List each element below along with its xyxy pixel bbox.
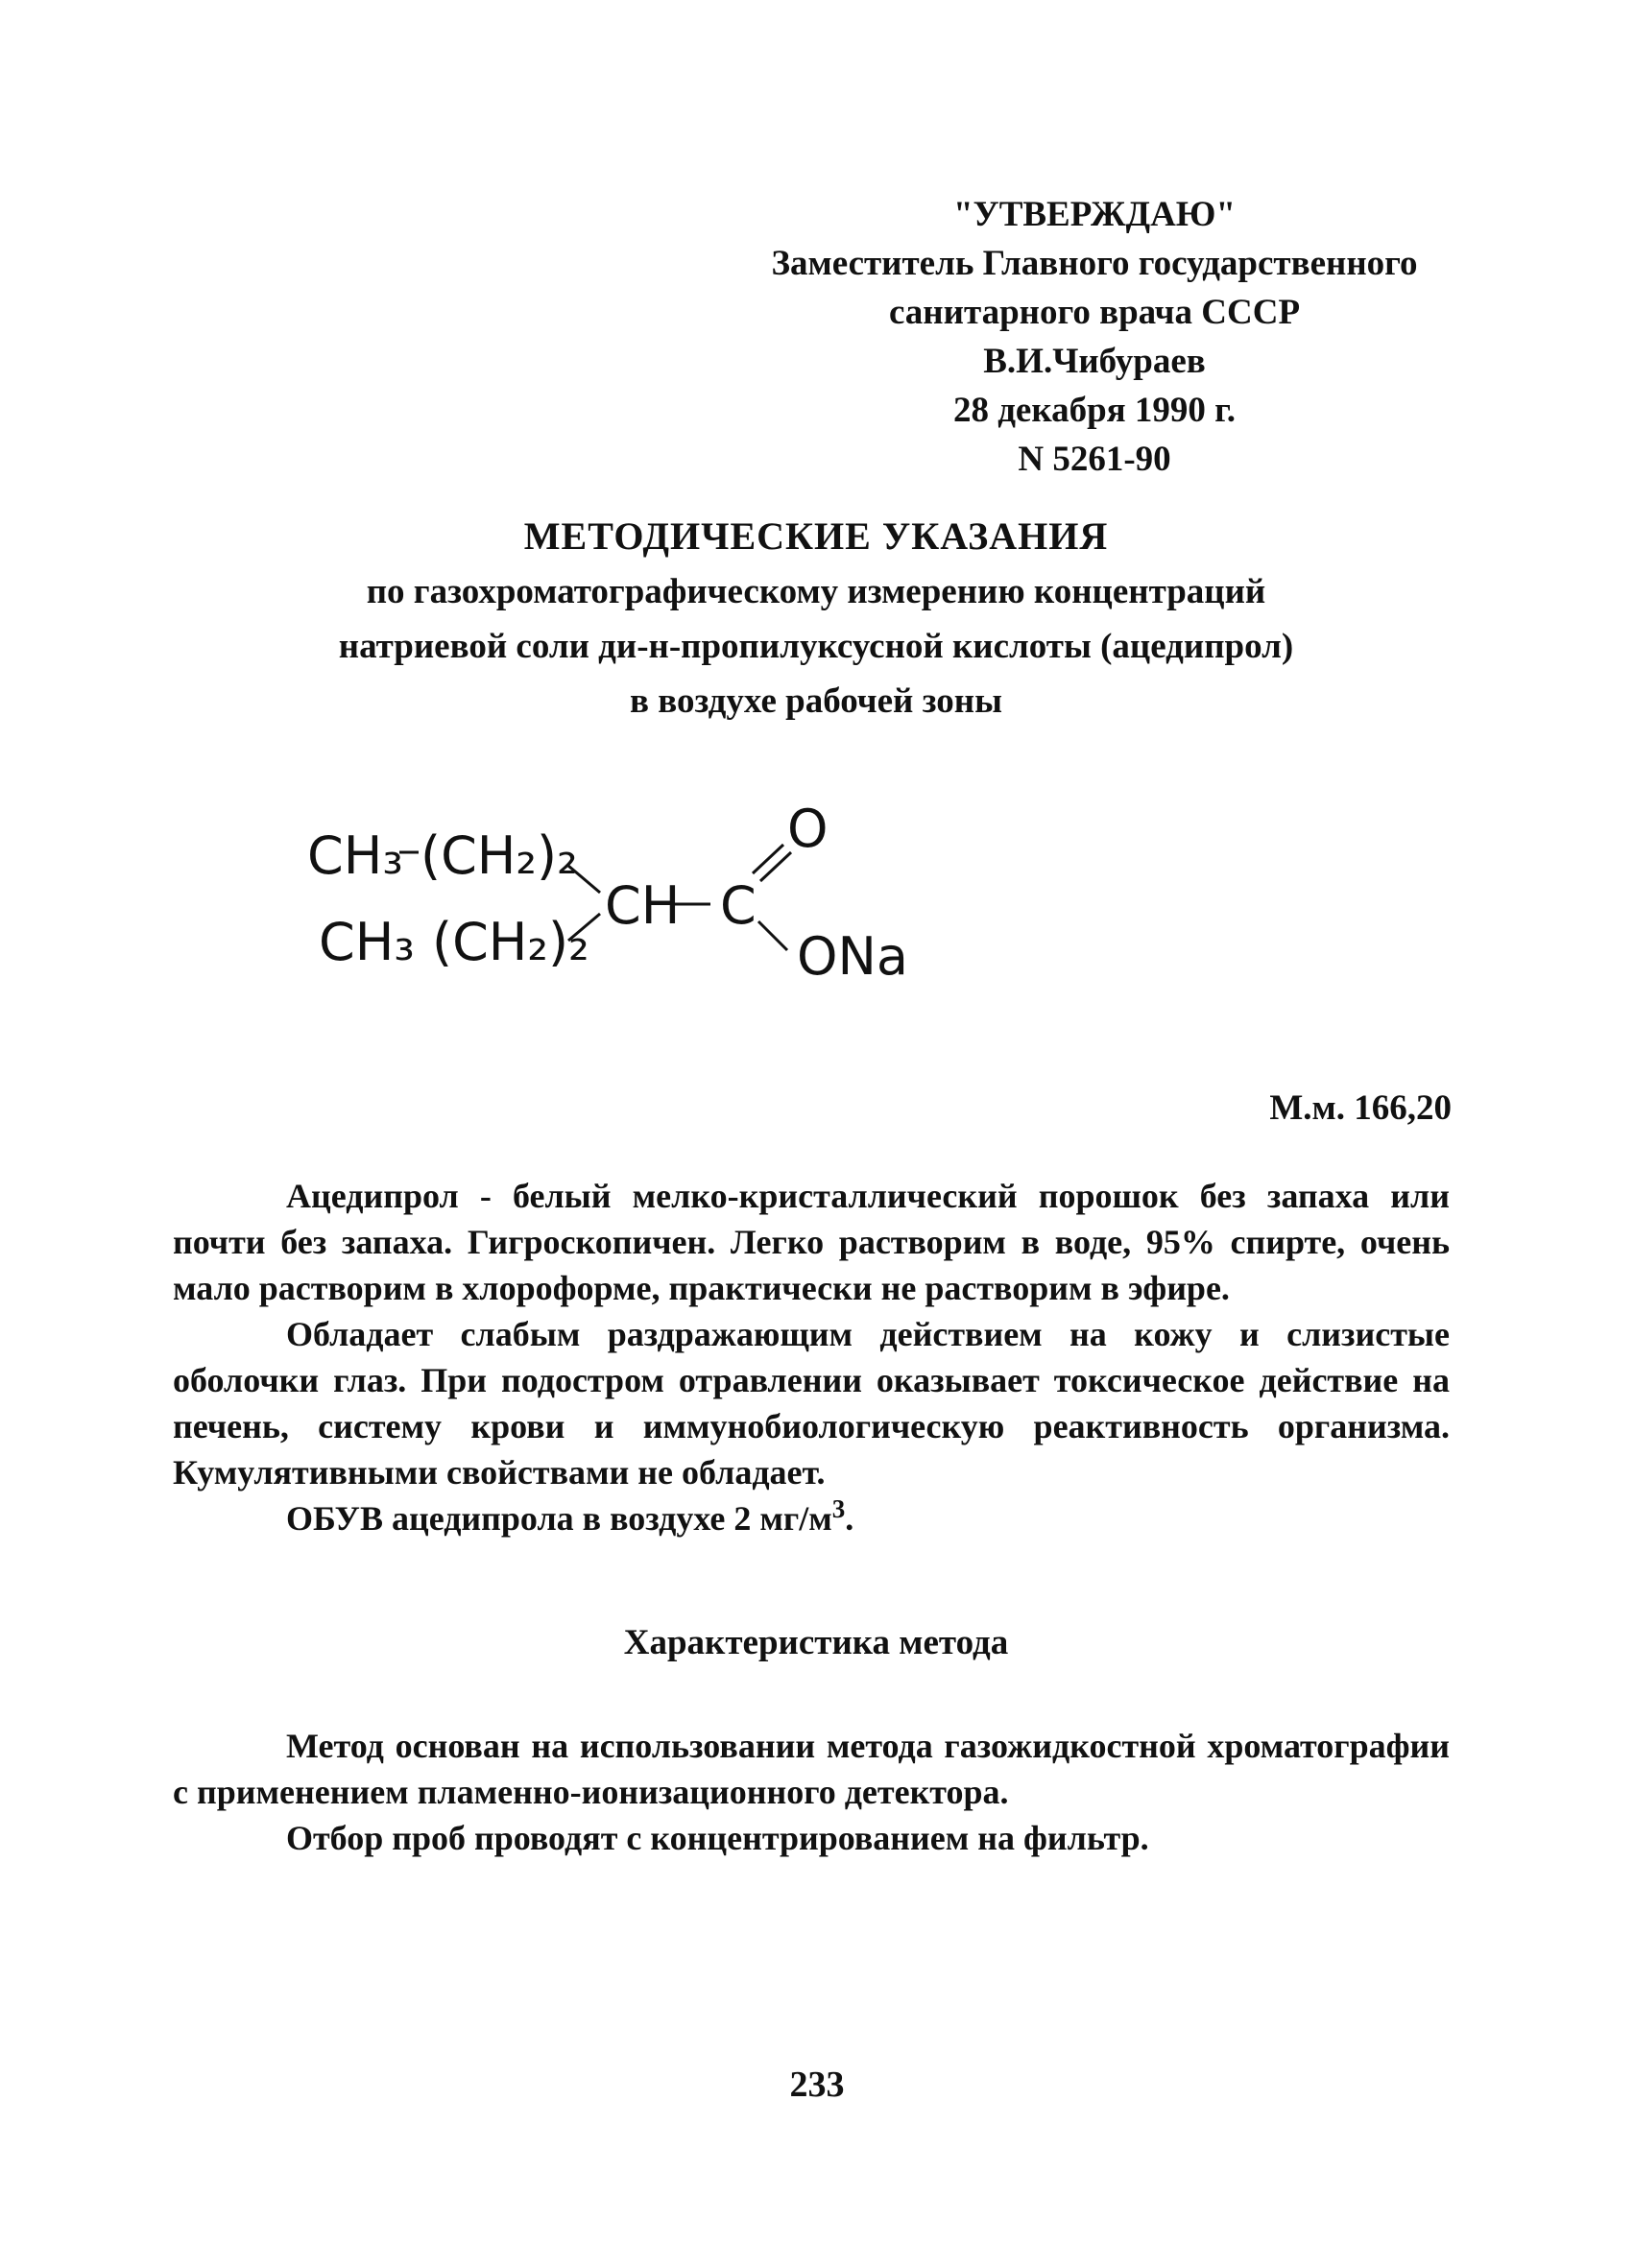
formula-ch3-lower: CH₃: [319, 912, 415, 972]
formula-ch: CH: [605, 875, 681, 936]
toxicity-paragraph: Обладает слабым раздражающим действием на кожу и слизистые оболочки глаз. При подостром отравлении оказывает токсическое действие на печень, систему крови и иммунобиологическую реактивность организма. Кумулятивными свойствами не обладает.: [173, 1315, 1450, 1492]
document-subtitle-line-2: натриевой соли ди-н-пропилуксусной кислоты (ацедипрол): [338, 627, 1294, 666]
formula-oxygen: O: [787, 799, 829, 859]
approver-position-cont: санитарного врача СССР: [888, 293, 1301, 332]
section-heading: Характеристика метода: [623, 1623, 1009, 1662]
obuv-period: .: [845, 1499, 854, 1538]
description-paragraph: Ацедипрол - белый мелко-кристаллический порошок без запаха или почти без запаха. Гигроскопичен. Легко растворим в воде, 95% спирте, очень мало растворим в хлороформе, практически не растворим в эфире.: [173, 1177, 1450, 1307]
obuv-exponent: 3: [831, 1494, 846, 1523]
approval-heading: "УТВЕРЖДАЮ": [953, 195, 1236, 234]
method-paragraph-1: Метод основан на использовании метода газожидкостной хроматографии с применением пламенно-ионизационного детектора.: [173, 1727, 1450, 1811]
formula-ch2-group-upper: (CH₂)₂: [421, 825, 578, 886]
page-number: 233: [789, 2065, 845, 2105]
document-title: МЕТОДИЧЕСКИЕ УКАЗАНИЯ: [523, 514, 1109, 558]
formula-bond-ona: [758, 921, 787, 950]
formula-ch2-group-lower: (CH₂)₂: [432, 912, 589, 972]
formula-ch3-upper: CH₃: [307, 825, 403, 886]
document-subtitle-line-3: в воздухе рабочей зоны: [630, 681, 1002, 721]
formula-ona: ONa: [797, 926, 908, 987]
formula-double-bond-2: [760, 852, 791, 881]
molecular-weight: М.м. 166,20: [1269, 1088, 1452, 1128]
document-title-block: [163, 509, 1469, 728]
document-subtitle-line-1: по газохроматографическому измерению концентраций: [366, 572, 1266, 611]
approval-number: N 5261-90: [1018, 440, 1171, 479]
formula-carbonyl-carbon: C: [720, 875, 757, 936]
formula-double-bond-1: [753, 845, 783, 873]
approval-date: 28 декабря 1990 г.: [952, 391, 1237, 430]
approval-stamp: [672, 190, 1517, 484]
obuv-text: ОБУВ ацедипрола в воздухе 2 мг/м: [286, 1499, 832, 1538]
approver-name: В.И.Чибураев: [983, 342, 1206, 381]
method-paragraph-2: Отбор проб проводят с концентрированием на фильтр.: [286, 1819, 1149, 1857]
method-description: [173, 1723, 1450, 1861]
substance-description: [173, 1173, 1450, 1541]
approver-position: Заместитель Главного государственного: [771, 244, 1418, 283]
obuv-paragraph: [173, 1495, 1450, 1541]
structural-formula: [307, 797, 960, 1037]
